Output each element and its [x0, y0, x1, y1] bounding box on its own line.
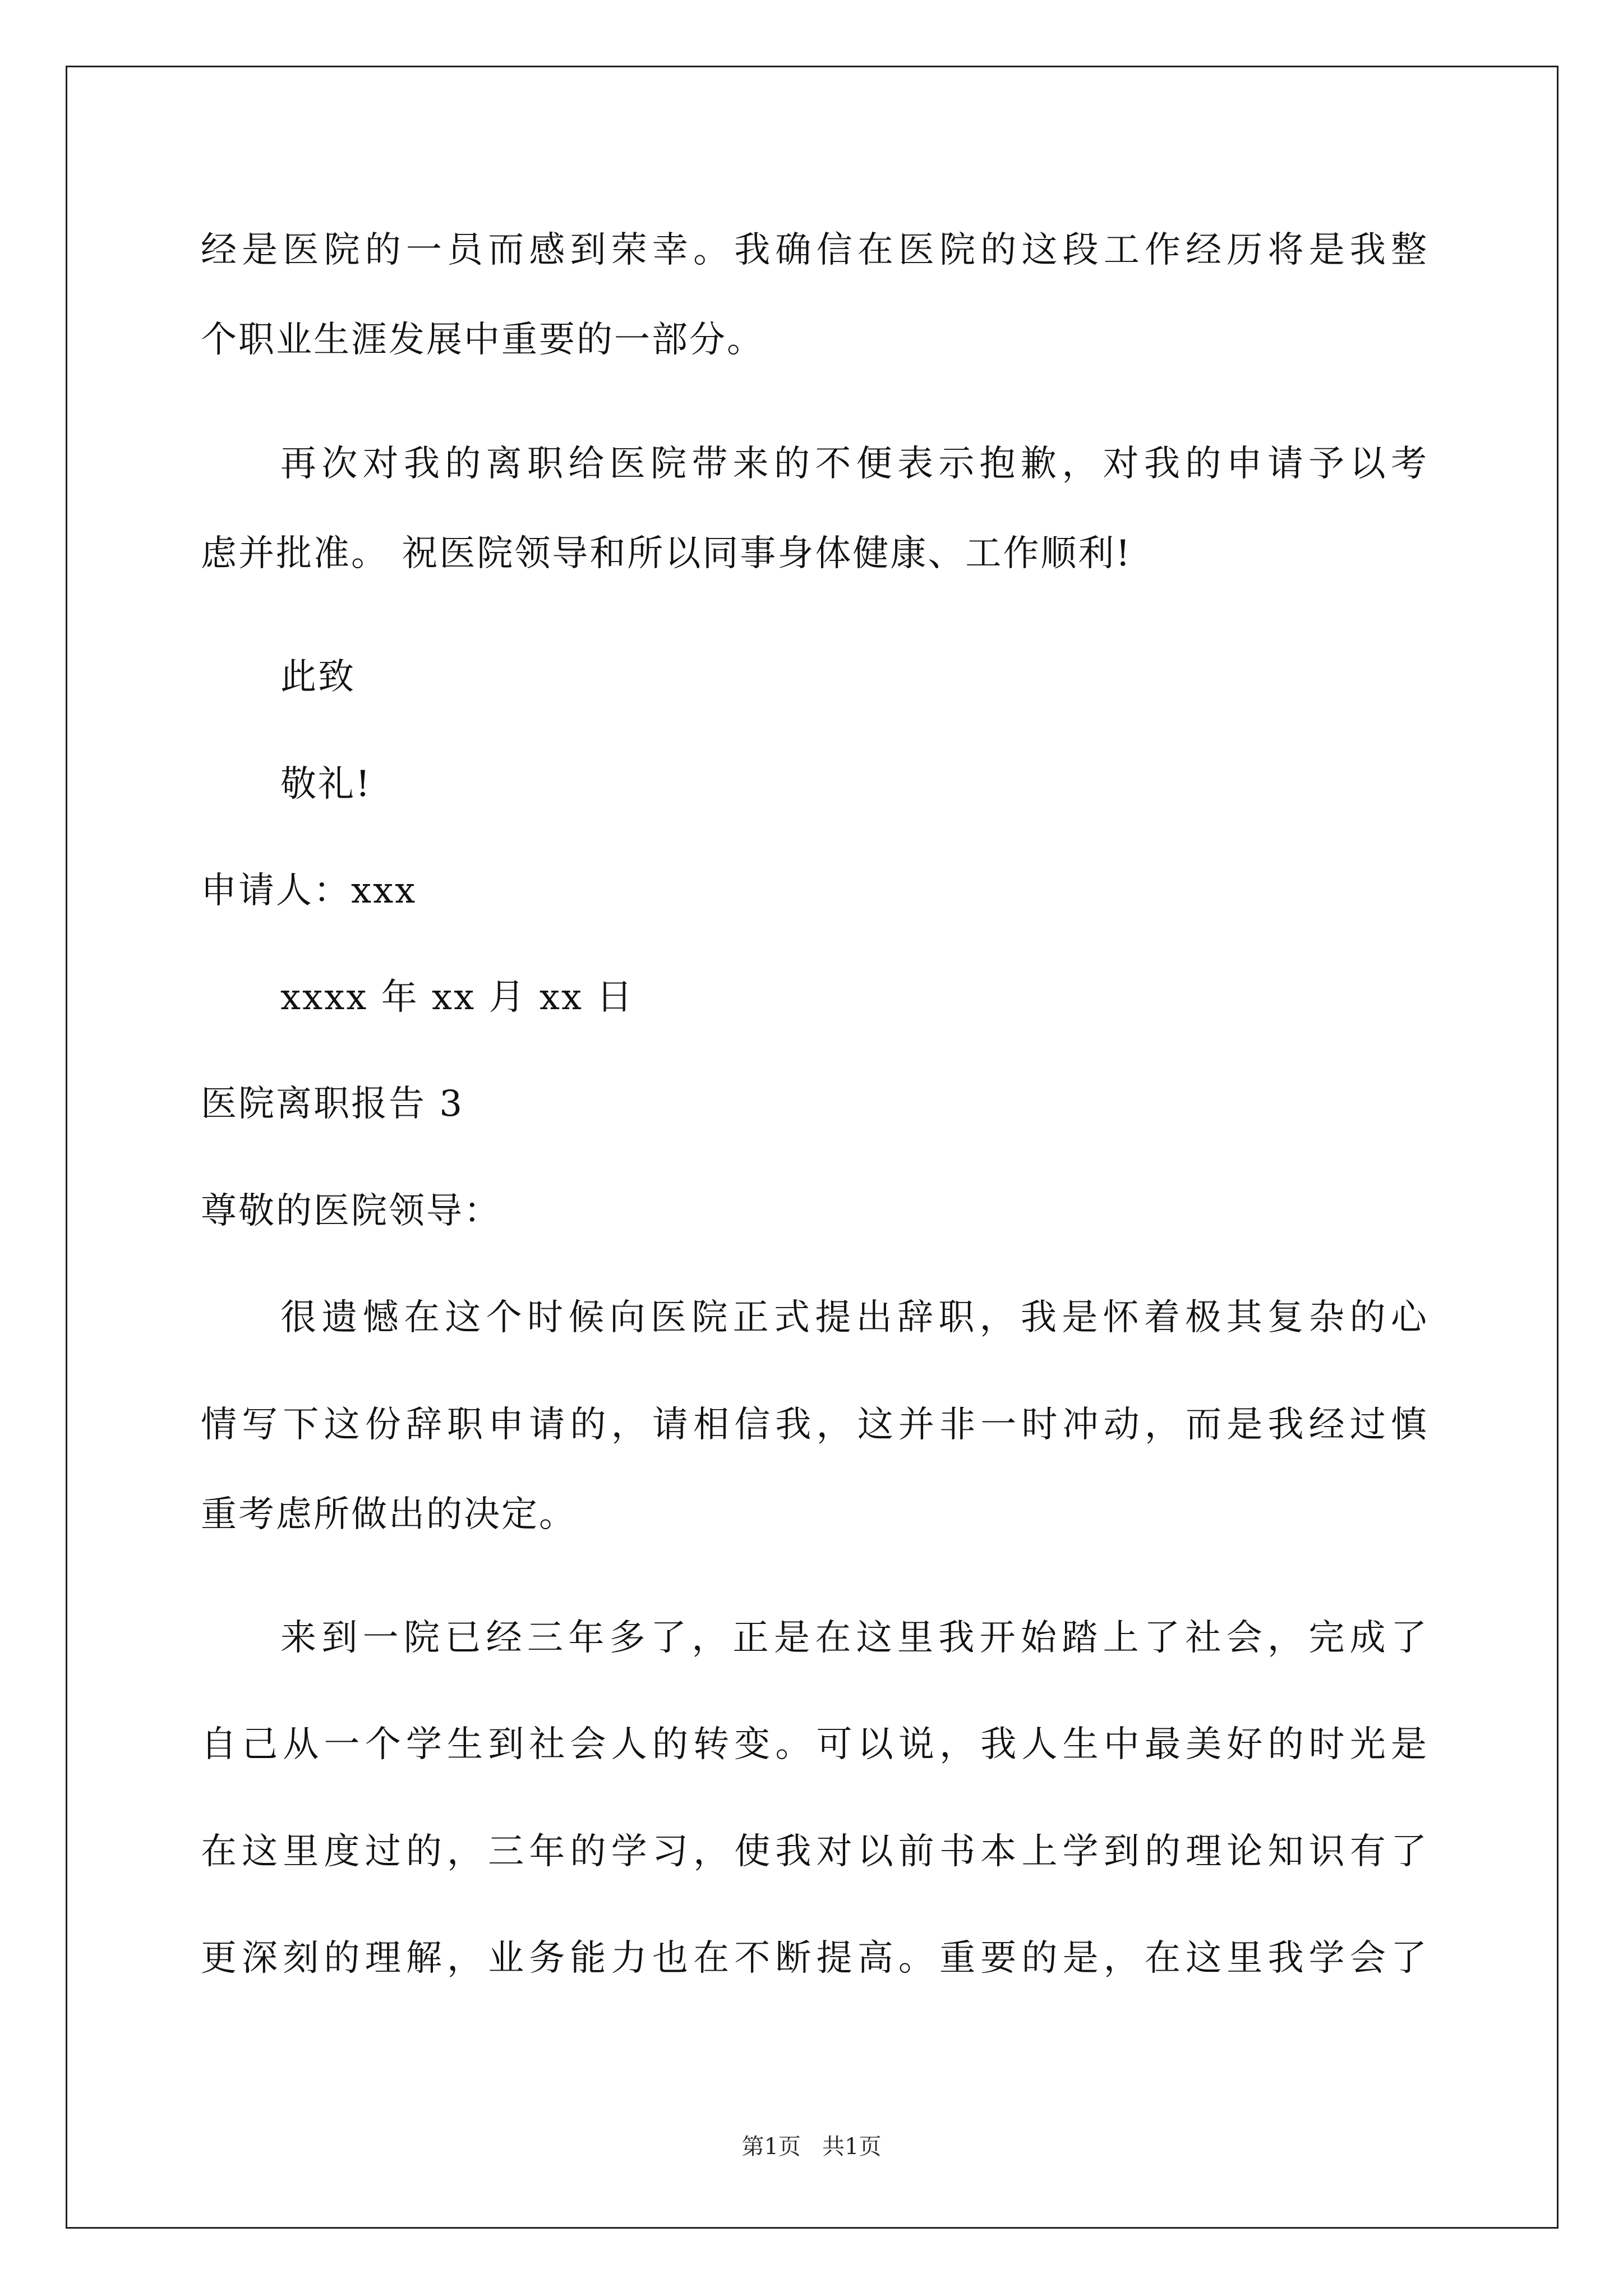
body-line: 经是医院的一员而感到荣幸。我确信在医院的这段工作经历将是我整 — [201, 229, 1427, 271]
body-line: 来到一院已经三年多了，正是在这里我开始踏上了社会，完成了 — [280, 1617, 1427, 1659]
body-line: 个职业生涯发展中重要的一部分。 — [201, 319, 764, 361]
body-line: 虑并批准。 祝医院领导和所以同事身体健康、工作顺利! — [201, 533, 1132, 574]
body-line: 再次对我的离职给医院带来的不便表示抱歉，对我的申请予以考 — [280, 443, 1427, 485]
page-footer: 第1页 共1页 — [741, 2134, 882, 2160]
section-title: 医院离职报告 3 — [201, 1083, 464, 1125]
body-line: 很遗憾在这个时候向医院正式提出辞职，我是怀着极其复杂的心 — [280, 1297, 1427, 1338]
body-line: 更深刻的理解，业务能力也在不断提高。重要的是，在这里我学会了 — [201, 1938, 1427, 1979]
closing-salutation: 此致 — [280, 656, 356, 698]
date-line: xxxx 年 xx 月 xx 日 — [280, 977, 634, 1018]
closing-regards: 敬礼! — [280, 763, 372, 805]
greeting: 尊敬的医院领导： — [201, 1190, 501, 1232]
body-line: 重考虑所做出的决定。 — [201, 1494, 577, 1535]
body-line: 自己从一个学生到社会人的转变。可以说，我人生中最美好的时光是 — [201, 1724, 1427, 1765]
page-border — [66, 66, 1559, 2229]
applicant-line: 申请人：xxx — [201, 870, 417, 912]
body-line: 情写下这份辞职申请的，请相信我，这并非一时冲动，而是我经过慎 — [201, 1404, 1427, 1446]
body-line: 在这里度过的，三年的学习，使我对以前书本上学到的理论知识有了 — [201, 1831, 1427, 1872]
